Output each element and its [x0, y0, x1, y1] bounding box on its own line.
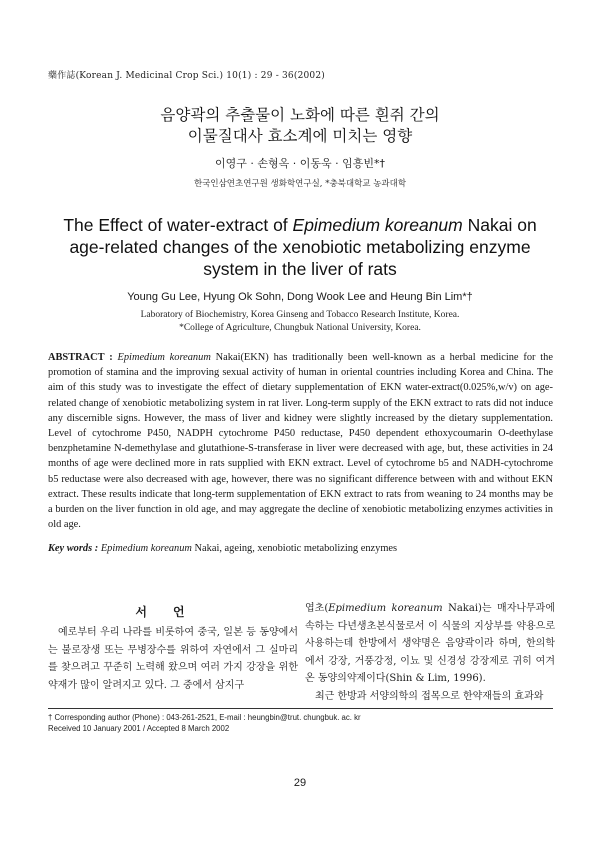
keywords-label: Key words : — [48, 543, 99, 554]
english-title — [40, 214, 560, 280]
korean-title-line-1: 음양곽의 추출물이 노화에 따른 흰쥐 간의 — [160, 106, 440, 124]
english-title-species: Epimedium koreanum — [292, 215, 463, 235]
abstract-label: ABSTRACT : — [48, 352, 113, 363]
footnotes — [48, 712, 361, 734]
english-authors: Young Gu Lee, Hyung Ok Sohn, Dong Wook Lee and Heung Bin Lim*† — [127, 291, 473, 303]
body-right-species: Epimedium koreanum — [328, 603, 443, 614]
korean-authors: 이영구 · 손형옥 · 이동욱 · 임흥빈*† — [215, 157, 385, 170]
body-right-column — [305, 600, 555, 705]
korean-title-line-2: 이물질대사 효소계에 미치는 영향 — [187, 127, 413, 145]
body-right-paragraph-2: 최근 한방과 서양의학의 접목으로 한약재들의 효과와 — [315, 690, 544, 702]
keywords — [48, 543, 553, 554]
abstract-species: Epimedium koreanum — [117, 352, 211, 363]
keywords-species: Epimedium koreanum — [100, 543, 192, 554]
affiliation-line-1: Laboratory of Biochemistry, Korea Ginseng and Tobacco Research Institute, Korea. — [140, 310, 460, 320]
affiliation-line-2: *College of Agriculture, Chungbuk National University, Korea. — [179, 322, 421, 333]
english-title-line-1-rest: Nakai on — [462, 215, 537, 235]
korean-affiliations: 한국인삼연초연구원 생화학연구실, *충북대학교 농과대학 — [193, 179, 407, 189]
body-right-prefix: 엽초( — [305, 603, 329, 614]
english-title-prefix: The Effect of water-extract of — [63, 215, 293, 235]
journal-citation: 藥作誌(Korean J. Medicinal Crop Sci.) 10(1) : 29 - 36(2002) — [48, 71, 325, 81]
english-title-line-2: age-related changes of the xenobiotic metabolizing enzyme — [69, 237, 531, 257]
body-right-paragraph-1 — [305, 600, 555, 688]
abstract — [48, 350, 553, 532]
footnote-divider — [48, 708, 553, 709]
korean-title — [0, 105, 600, 147]
section-heading: 서언 — [135, 605, 211, 619]
english-title-line-1 — [40, 214, 560, 236]
footnote-received: Received 10 January 2001 / Accepted 8 March 2002 — [48, 724, 230, 733]
keywords-rest: Nakai, ageing, xenobiotic metabolizing enzymes — [191, 543, 398, 554]
english-affiliations — [0, 309, 600, 334]
footnote-corresponding-author: † Corresponding author (Phone) : 043-261-2521, E-mail : heungbin@trut. chungbuk. ac. kr — [48, 713, 361, 722]
page-number: 29 — [293, 777, 307, 789]
english-title-line-3: system in the liver of rats — [203, 259, 397, 279]
body-left-column: 예로부터 우리 나라를 비롯하여 중국, 일본 등 동양에서는 불로장생 또는 무병장수를 위하여 자연에서 그 실마리를 찾으려고 꾸준히 노력해 왔으며 여러 가지 강장을 위한 약재가 많이 알려지고 있다. 그 중에서 삼지구 — [48, 627, 298, 691]
abstract-text: Nakai(EKN) has traditionally been well-known as a herbal medicine for the promotion of stamina and the improving sexual activity of human in oriental countries including Korea and China. The aim of this study was to investigate the effect of dietary supplementation of EKN water-extract(0.025%,w/v) on age-related change of xenobiotic metabolizing system in rat liver. Long-term supply of the EKN extract to rats did not induce any discernible signs. However, the mass of liver and kidney were slightly increased by the dietary supplementation. Level of cytochrome P450, NADPH cytochrome P450 reductase, P450 dependent ethoxycoumarin O-deethylase benzphetamine N-demethylase and glutathione-S-transferase in liver were decreased with age, but, these activities in 24 months of age were declined more in rats supplied with EKN extract. Level of cytochrome b5 and NADH-cytochrome b5 reductase were also decreased with age, however, there was no significant difference between with and without EKN extract. These results indicate that long-term supplementation of EKN extract to rats from weaning to 24 months may be a burden on the liver function in old age, and may aggregate the decline of xenobiotic metabolizing enzymes activities in old age. — [48, 352, 553, 531]
body-right-rest: Nakai)는 매자나무과에 속하는 다년생초본식물로서 이 식물의 지상부를 약용으로 사용하는데 한방에서 생약명은 음양곽이라 하며, 한의학에서 강장, 거풍강정, 이뇨 및 신경성 강장제로 귀히 여겨온 동양의약제이다(Shin & Lim, 1996). — [305, 603, 555, 684]
